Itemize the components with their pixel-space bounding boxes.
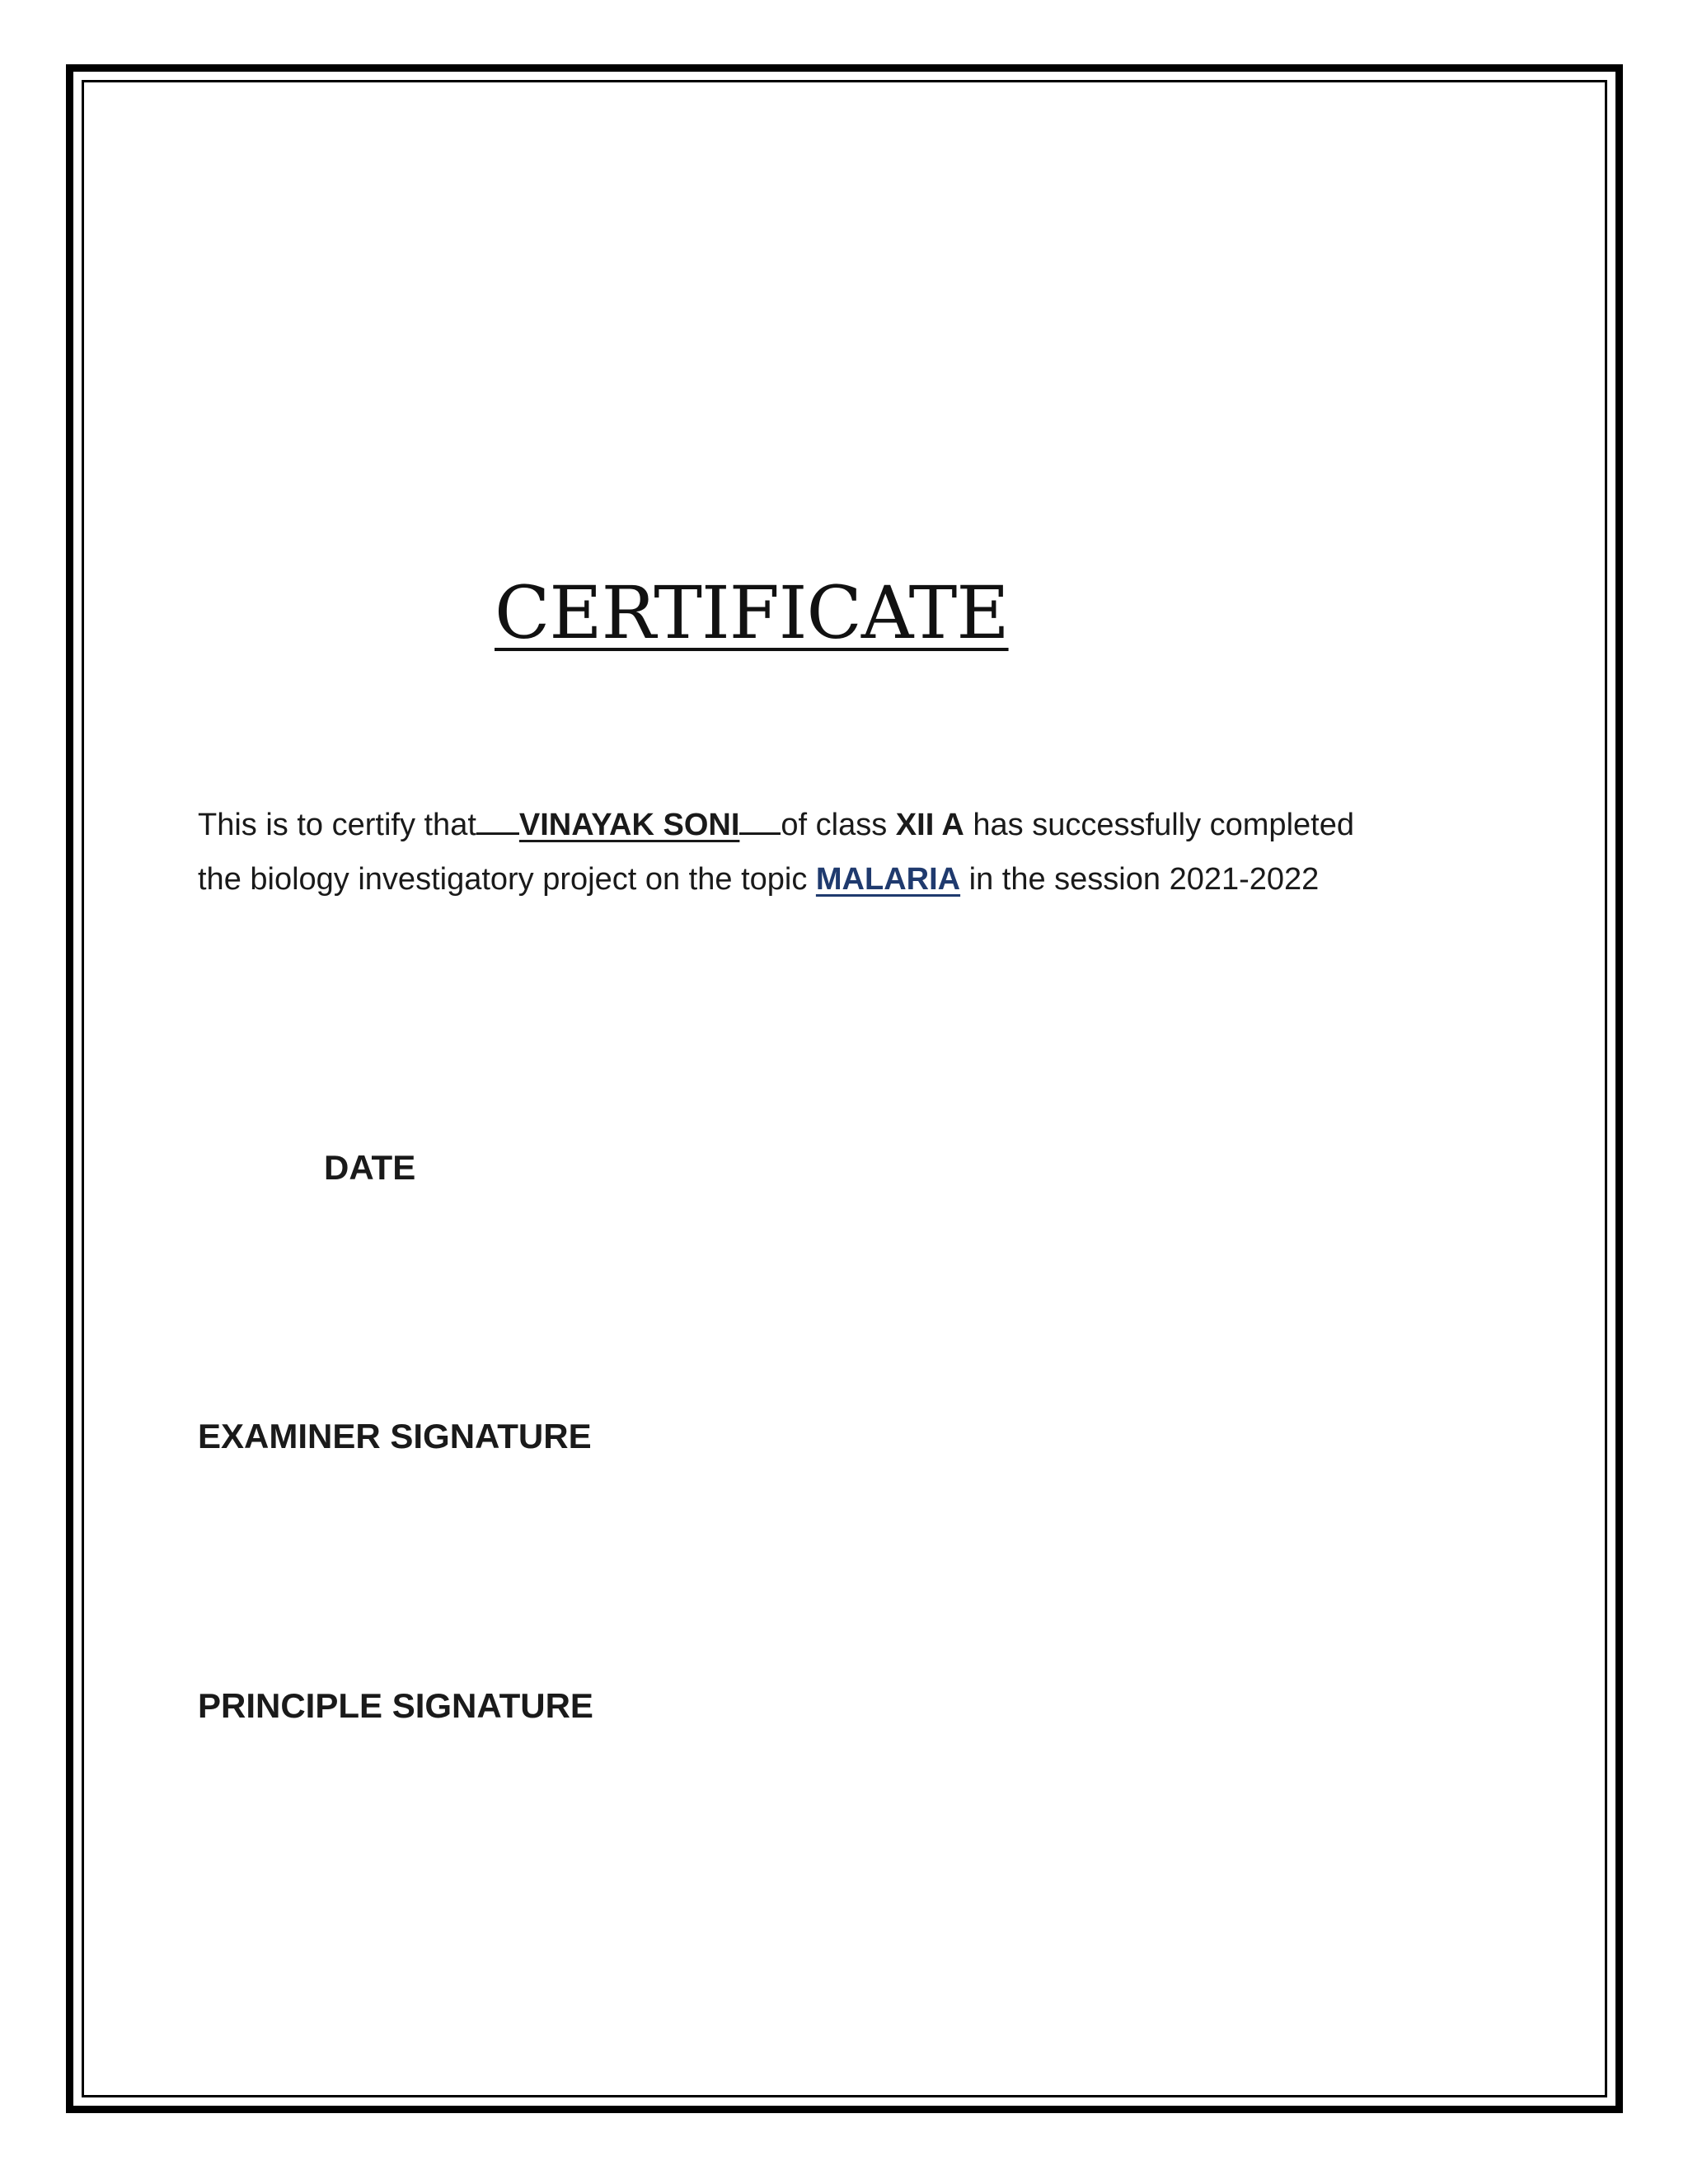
student-name: VINAYAK SONI (518, 808, 740, 842)
name-blank-tail (739, 799, 781, 835)
certificate-border-outer (66, 64, 1623, 2113)
certificate-border-inner (82, 80, 1607, 2097)
examiner-signature-label: EXAMINER SIGNATURE (198, 1417, 592, 1455)
statement-class-prefix: of class (781, 808, 896, 842)
statement-line2-prefix: the biology investigatory project on the topic (198, 862, 816, 897)
principle-signature-label: PRINCIPLE SIGNATURE (198, 1686, 593, 1725)
name-blank-lead (476, 799, 519, 835)
statement-line1-suffix: has successfully completed (964, 808, 1354, 842)
date-label: DATE (324, 1148, 416, 1187)
statement-line2-suffix: in the session 2021-2022 (960, 862, 1320, 897)
statement-prefix: This is to certify that (198, 808, 476, 842)
project-topic: MALARIA (815, 862, 961, 897)
class-name: XII A (895, 808, 964, 842)
certificate-title: CERTIFICATE (495, 570, 1009, 655)
certificate-statement (198, 798, 1517, 907)
